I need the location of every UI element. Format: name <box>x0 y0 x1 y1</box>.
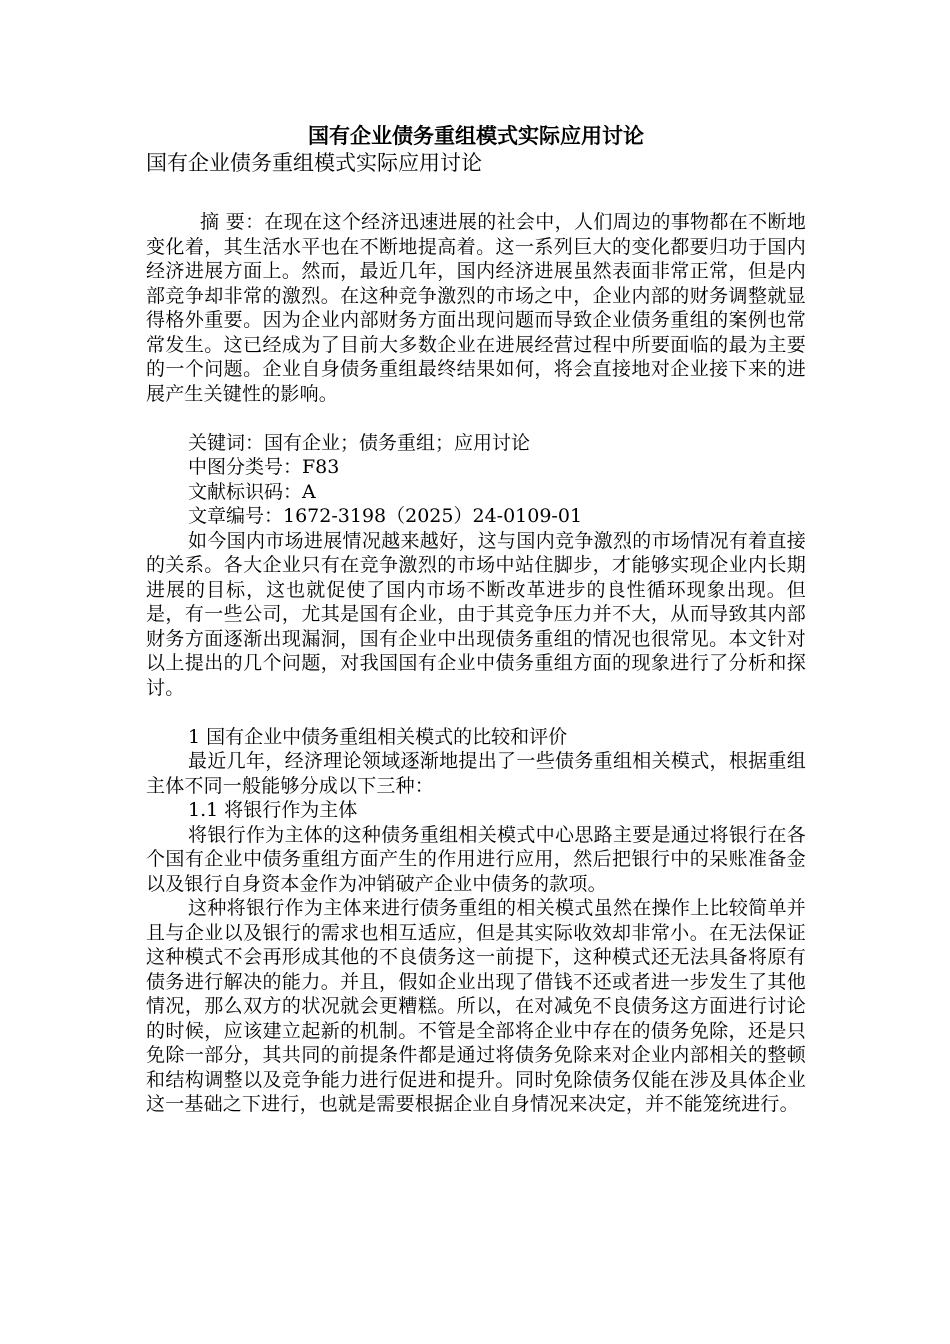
section-1-1-paragraph-1: 将银行作为主体的这种债务重组相关模式中心思路主要是通过将银行在各个国有企业中债务重组方面产生的作用进行应用，然后把银行中的呆账准备金以及银行自身资本金作为冲销破产企业中债务的款项。 <box>146 823 806 895</box>
document-code-line: 文献标识码：A <box>188 480 316 503</box>
spacer <box>146 406 806 431</box>
spacer <box>146 700 806 725</box>
spacer <box>146 176 806 210</box>
document-page <box>146 121 806 1117</box>
section-1-heading: 1 国有企业中债务重组相关模式的比较和评价 <box>188 725 568 748</box>
keywords-line: 关键词：国有企业；债务重组；应用讨论 <box>188 431 531 454</box>
abstract-paragraph: 摘 要：在现在这个经济迅速进展的社会中，人们周边的事物都在不断地变化着，其生活水平也在不断地提高着。这一系列巨大的变化都要归功于国内经济进展方面上。然而，最近几年，国内经济进展虽然表面非常正常，但是内部竞争却非常的激烈。在这种竞争激烈的市场之中，企业内部的财务调整就显得格外重要。因为企业内部财务方面出现问题而导致企业债务重组的案例也常常发生。这已经成为了目前大多数企业在进展经营过程中所要面临的最为主要的一个问题。企业自身债务重组最终结果如何，将会直接地对企业接下来的进展产生关键性的影响。 <box>146 211 806 405</box>
intro-paragraph: 如今国内市场进展情况越来越好，这与国内竞争激烈的市场情况有着直接的关系。各大企业只有在竞争激烈的市场中站住脚步，才能够实现企业内长期进展的目标，这也就促使了国内市场不断改革进步的良性循环现象出现。但是，有一些公司，尤其是国有企业，由于其竞争压力并不大，从而导致其内部财务方面逐渐出现漏洞，国有企业中出现债务重组的情况也很常见。本文针对以上提出的几个问题，对我国国有企业中债务重组方面的现象进行了分析和探讨。 <box>146 529 806 699</box>
clc-number-line: 中图分类号：F83 <box>188 456 340 478</box>
document-title: 国有企业债务重组模式实际应用讨论 <box>308 123 644 148</box>
section-1-intro-paragraph: 最近几年，经济理论领域逐渐地提出了一些债务重组相关模式，根据重组主体不同一般能够分成以下三种： <box>146 750 806 797</box>
document-subtitle: 国有企业债务重组模式实际应用讨论 <box>146 151 482 175</box>
section-1-1-paragraph-2: 这种将银行作为主体来进行债务重组的相关模式虽然在操作上比较简单并且与企业以及银行的需求也相互适应，但是其实际收效却非常小。在无法保证这种模式不会再形成其他的不良债务这一前提下，这种模式还无法具备将原有债务进行解决的能力。并且，假如企业出现了借钱不还或者进一步发生了其他情况，那么双方的状况就会更糟糕。所以，在对减免不良债务这方面进行讨论的时候，应该建立起新的机制。不管是全部将企业中存在的债务免除，还是只免除一部分，其共同的前提条件都是通过将债务免除来对企业内部相关的整顿和结构调整以及竞争能力进行促进和提升。同时免除债务仅能在涉及具体企业这一基础之下进行，也就是需要根据企业自身情况来决定，并不能笼统进行。 <box>146 897 806 1115</box>
article-number-line: 文章编号：1672-3198（2025）24-0109-01 <box>188 505 583 527</box>
section-1-1-heading: 1.1 将银行作为主体 <box>188 799 358 821</box>
